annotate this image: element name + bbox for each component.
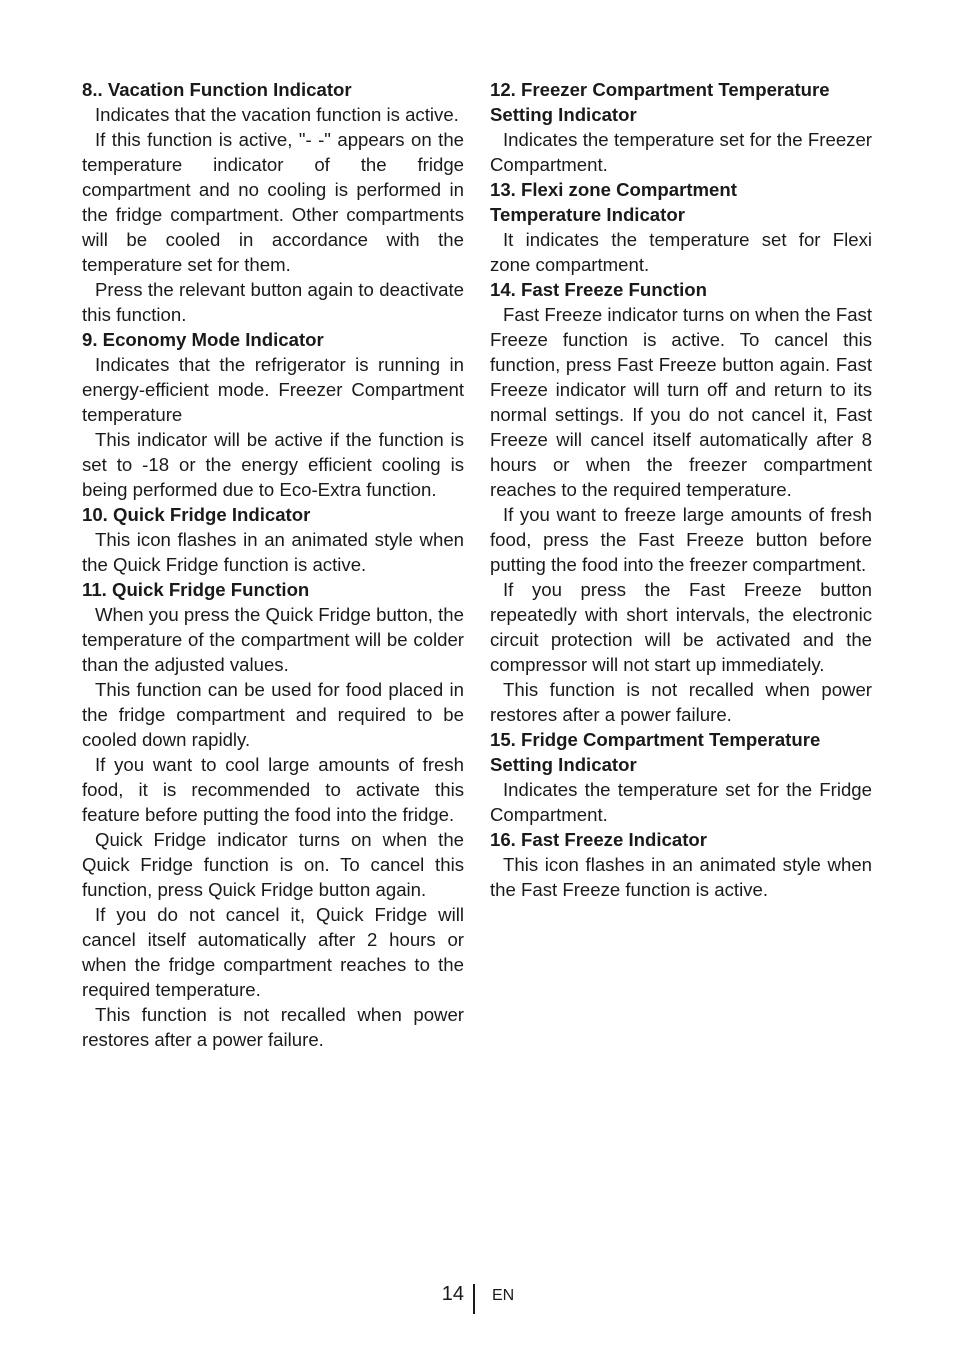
paragraph: Indicates that the refrigerator is running in energy-efficient mode. Freezer Compartment temperature [82, 354, 464, 425]
section-flexi-zone-temperature-indicator [490, 177, 872, 277]
page-number: 14 [441, 1283, 464, 1305]
section-economy-mode-indicator [82, 327, 464, 502]
heading-line: Temperature Indicator [490, 204, 685, 225]
section-heading [490, 727, 872, 777]
paragraph: This function is not recalled when power restores after a power failure. [82, 1004, 464, 1050]
paragraph: If you want to freeze large amounts of fresh food, press the Fast Freeze button before putting the food into the freezer compartment. [490, 504, 872, 575]
section-heading: 16. Fast Freeze Indicator [490, 829, 708, 850]
paragraph: If you do not cancel it, Quick Fridge will cancel itself automatically after 2 hours or when the fridge compartment reaches to the required temperature. [82, 904, 464, 1000]
paragraph: If you press the Fast Freeze button repeatedly with short intervals, the electronic circuit protection will be activated and the compressor will not start up immediately. [490, 579, 872, 675]
page-footer [0, 1281, 954, 1315]
paragraph: Indicates the temperature set for the Fridge Compartment. [490, 779, 872, 825]
paragraph: This icon flashes in an animated style when the Quick Fridge function is active. [82, 529, 464, 575]
paragraph: Press the relevant button again to deactivate this function. [82, 279, 464, 325]
right-column [490, 77, 872, 902]
heading-line: Setting Indicator [490, 754, 637, 775]
paragraph: Indicates the temperature set for the Freezer Compartment. [490, 129, 872, 175]
language-code: EN [492, 1287, 515, 1304]
paragraph: This icon flashes in an animated style when the Fast Freeze function is active. [490, 854, 872, 900]
section-heading: 14. Fast Freeze Function [490, 279, 707, 300]
footer-divider [473, 1284, 475, 1314]
section-fridge-temperature-setting-indicator [490, 727, 872, 827]
section-heading: 11. Quick Fridge Function [82, 579, 310, 600]
section-vacation-function-indicator [82, 77, 464, 327]
left-column [82, 77, 464, 1052]
section-heading [490, 177, 872, 227]
paragraph: Quick Fridge indicator turns on when the Quick Fridge function is on. To cancel this function, press Quick Fridge button again. [82, 829, 464, 900]
section-freezer-temperature-setting-indicator [490, 77, 872, 177]
heading-line: 13. Flexi zone Compartment [490, 179, 737, 200]
section-quick-fridge-indicator [82, 502, 464, 577]
paragraph: Indicates that the vacation function is active. [95, 104, 459, 125]
paragraph: When you press the Quick Fridge button, the temperature of the compartment will be colder than the adjusted values. [82, 604, 464, 675]
heading-line: 12. Freezer Compartment Temperature [490, 79, 830, 100]
section-heading: 8.. Vacation Function Indicator [82, 79, 352, 100]
paragraph: This indicator will be active if the function is set to -18 or the energy efficient cooling is being performed due to Eco-Extra function. [82, 429, 464, 500]
section-heading: 10. Quick Fridge Indicator [82, 504, 311, 525]
heading-line: Setting Indicator [490, 104, 637, 125]
paragraph: If this function is active, "- -" appears on the temperature indicator of the fridge compartment and no cooling is performed in the fridge compartment. Other compartments will be cooled in accordance with the temperature set for them. [82, 129, 464, 275]
section-heading: 9. Economy Mode Indicator [82, 329, 324, 350]
paragraph: It indicates the temperature set for Flexi zone compartment. [490, 229, 872, 275]
section-heading [490, 77, 872, 127]
paragraph: This function is not recalled when power restores after a power failure. [490, 679, 872, 725]
heading-line: 15. Fridge Compartment Temperature [490, 729, 821, 750]
paragraph: Fast Freeze indicator turns on when the Fast Freeze function is active. To cancel this function, press Fast Freeze button again. Fast Freeze indicator will turn off and return to its normal settings. If you do not cancel it, Fast Freeze will cancel itself automatically after 8 hours or when the freezer compartment reaches to the required temperature. [490, 304, 872, 500]
section-fast-freeze-indicator [490, 827, 872, 902]
section-fast-freeze-function [490, 277, 872, 727]
paragraph: This function can be used for food placed in the fridge compartment and required to be cooled down rapidly. [82, 679, 464, 750]
paragraph: If you want to cool large amounts of fresh food, it is recommended to activate this feature before putting the food into the fridge. [82, 754, 464, 825]
section-quick-fridge-function [82, 577, 464, 1052]
